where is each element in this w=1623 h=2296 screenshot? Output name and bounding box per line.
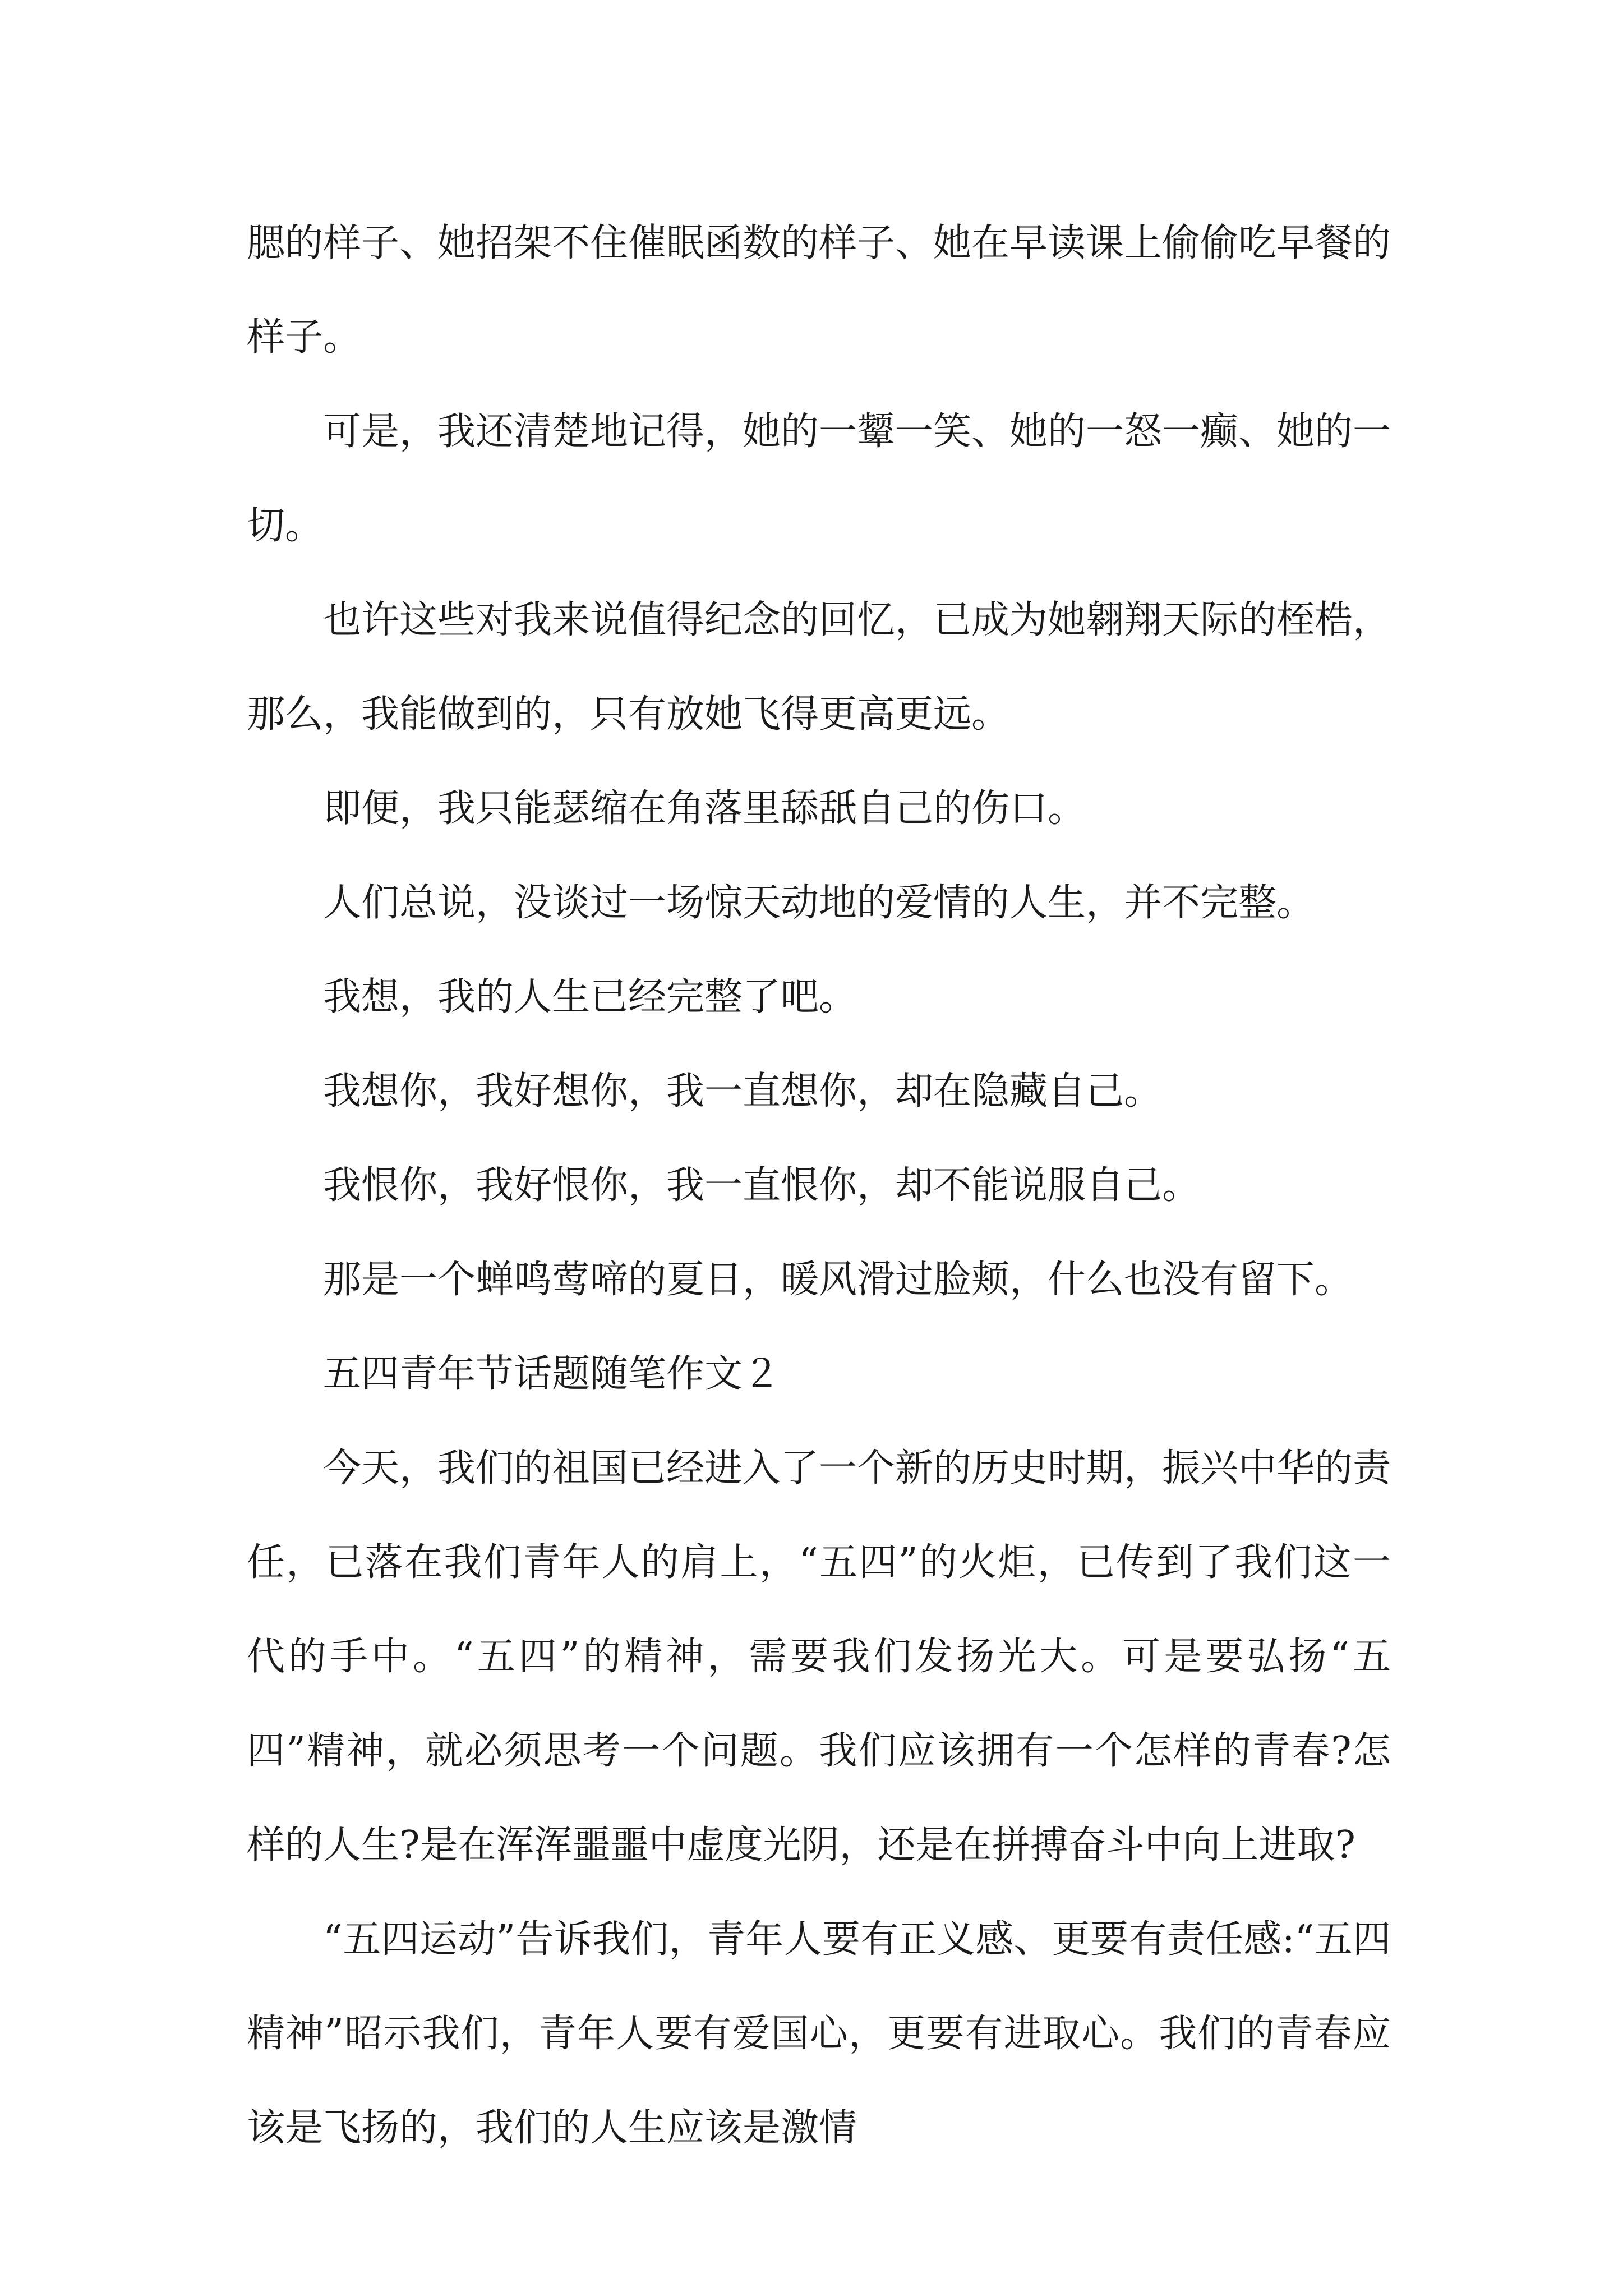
paragraph: 我想你，我好想你，我一直想你，却在隐藏自己。 [323, 1069, 1163, 1114]
paragraph: 即便，我只能瑟缩在角落里舔舐自己的伤口。 [323, 786, 1086, 831]
document-body [247, 196, 1391, 2175]
paragraph: 腮的样子、她招架不住催眠函数的样子、她在早读课上偷偷吃早餐的样子。 [247, 221, 1391, 360]
paragraph: 人们总说，没谈过一场惊天动地的爱情的人生，并不完整。 [323, 881, 1315, 925]
paragraph: 可是，我还清楚地记得，她的一颦一笑、她的一怒一癫、她的一切。 [247, 409, 1391, 548]
paragraph: 今天，我们的祖国已经进入了一个新的历史时期，振兴中华的责任，已落在我们青年人的肩上，“五四”的火炬，已传到了我们这一代的手中。“五四”的精神，需要我们发扬光大。可是要弘扬“五四”精神，就必须思考一个问题。我们应该拥有一个怎样的青春?怎样的人生?是在浑浑噩噩中虚度光阴，还是在拼搏奋斗中向上进取? [247, 1446, 1391, 1867]
paragraph: 那是一个蝉鸣莺啼的夏日，暖风滑过脸颊，什么也没有留下。 [323, 1258, 1353, 1302]
paragraph: “五四运动”告诉我们，青年人要有正义感、更要有责任感:“五四精神”昭示我们，青年人要有爱国心，更要有进取心。我们的青春应该是飞扬的，我们的人生应该是激情 [247, 1917, 1391, 2150]
section-title: 五四青年节话题随笔作文２ [323, 1352, 781, 1396]
paragraph: 我恨你，我好恨你，我一直恨你，却不能说服自己。 [323, 1163, 1201, 1208]
paragraph: 我想，我的人生已经完整了吧。 [323, 975, 857, 1019]
paragraph: 也许这些对我来说值得纪念的回忆，已成为她翱翔天际的桎梏，那么，我能做到的，只有放她飞得更高更远。 [247, 598, 1391, 737]
